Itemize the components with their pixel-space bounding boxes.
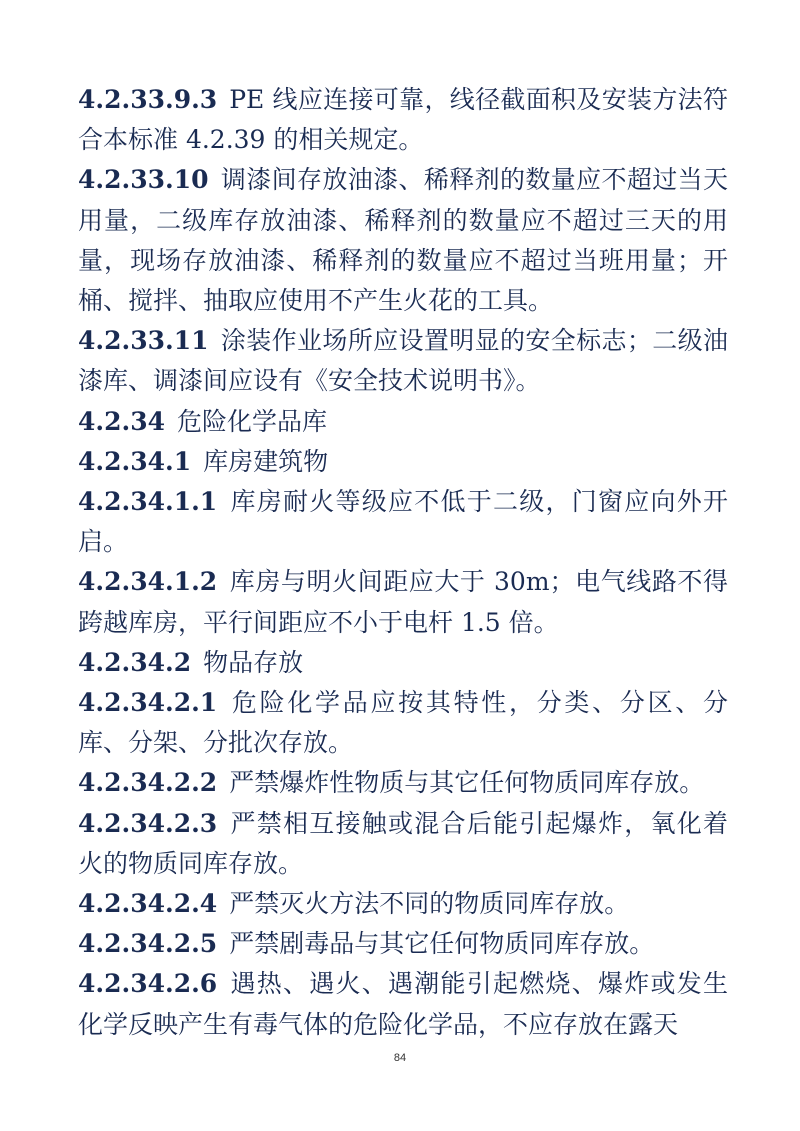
clause-text: 危险化学品应按其特性，分类、分区、分库、分架、分批次存放。 xyxy=(78,688,728,758)
clause-number: 4.2.33.11 xyxy=(78,326,209,356)
section-title: 库房建筑物 xyxy=(203,446,329,476)
clause-4-2-33-10 xyxy=(78,160,728,321)
clause-4-2-34-2-2 xyxy=(78,763,728,803)
clause-text: PE 线应连接可靠，线径截面积及安装方法符合本标准 4.2.39 的相关规定。 xyxy=(78,85,728,155)
clause-number: 4.2.34.2.4 xyxy=(78,889,218,919)
section-heading-4-2-34-2 xyxy=(78,643,728,683)
clause-text: 调漆间存放油漆、稀释剂的数量应不超过当天用量，二级库存放油漆、稀释剂的数量应不超过三天的用量，现场存放油漆、稀释剂的数量应不超过当班用量；开桶、搅拌、抽取应使用不产生火花的工具。 xyxy=(78,165,728,316)
page-number: 84 xyxy=(393,1052,407,1064)
section-number: 4.2.34 xyxy=(78,406,165,436)
clause-text: 库房耐火等级应不低于二级，门窗应向外开启。 xyxy=(78,487,728,557)
clause-number: 4.2.34.2.5 xyxy=(78,929,218,959)
clause-4-2-33-9-3 xyxy=(78,80,728,160)
section-title: 危险化学品库 xyxy=(177,406,328,436)
clause-4-2-34-2-4 xyxy=(78,884,728,924)
clause-number: 4.2.34.1.1 xyxy=(78,487,218,517)
clause-text: 严禁灭火方法不同的物质同库存放。 xyxy=(229,889,630,919)
section-heading-4-2-34-1 xyxy=(78,442,728,482)
clause-4-2-34-2-5 xyxy=(78,924,728,964)
clause-text: 涂装作业场所应设置明显的安全标志；二级油漆库、调漆间应设有《安全技术说明书》。 xyxy=(78,326,728,396)
clause-text: 严禁相互接触或混合后能引起爆炸，氧化着火的物质同库存放。 xyxy=(78,808,728,878)
clause-text: 遇热、遇火、遇潮能引起燃烧、爆炸或发生化学反映产生有毒气体的危险化学品，不应存放在露天 xyxy=(78,969,728,1039)
section-heading-4-2-34 xyxy=(78,402,728,442)
section-title: 物品存放 xyxy=(203,647,304,677)
clause-text: 库房与明火间距应大于 30m；电气线路不得跨越库房，平行间距应不小于电杆 1.5 倍。 xyxy=(78,567,728,637)
clause-text: 严禁剧毒品与其它任何物质同库存放。 xyxy=(229,929,655,959)
clause-number: 4.2.34.2.3 xyxy=(78,808,218,838)
clause-text: 严禁爆炸性物质与其它任何物质同库存放。 xyxy=(229,768,705,798)
clause-number: 4.2.34.2.2 xyxy=(78,768,218,798)
clause-number: 4.2.34.1.2 xyxy=(78,567,218,597)
section-number: 4.2.34.1 xyxy=(78,446,192,476)
clause-number: 4.2.34.2.1 xyxy=(78,688,218,718)
clause-4-2-33-11 xyxy=(78,321,728,401)
clause-4-2-34-1-1 xyxy=(78,482,728,562)
clause-number: 4.2.34.2.6 xyxy=(78,969,218,999)
clause-4-2-34-1-2 xyxy=(78,562,728,642)
clause-4-2-34-2-6 xyxy=(78,964,728,1044)
clause-number: 4.2.33.9.3 xyxy=(78,85,218,114)
clause-4-2-34-2-1 xyxy=(78,683,728,763)
document-body xyxy=(78,80,728,1045)
section-number: 4.2.34.2 xyxy=(78,647,192,677)
clause-4-2-34-2-3 xyxy=(78,804,728,884)
clause-number: 4.2.33.10 xyxy=(78,165,209,195)
